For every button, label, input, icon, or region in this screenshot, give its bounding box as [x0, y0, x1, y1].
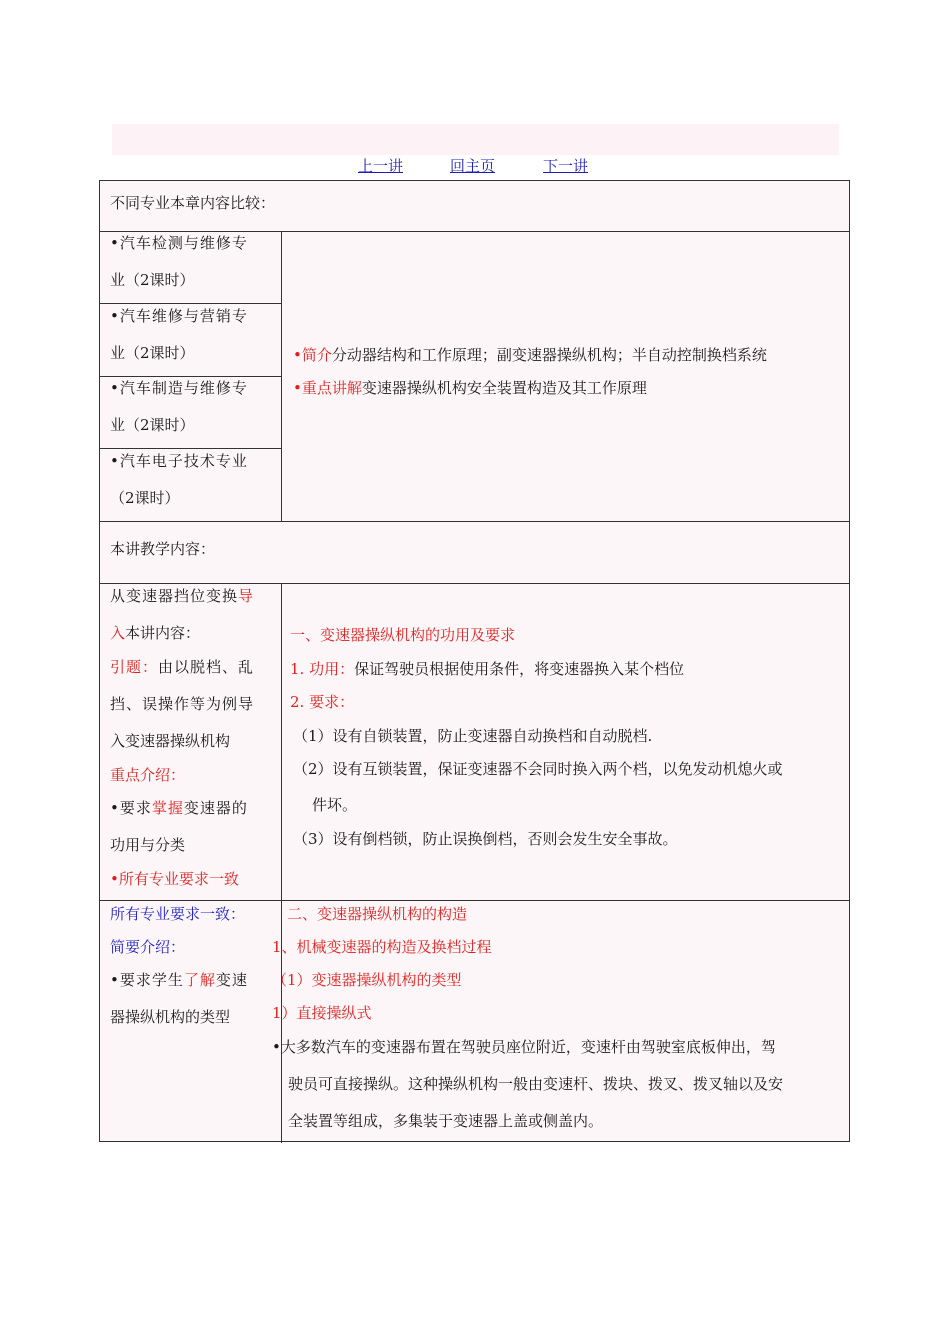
s4-heading-1: 二、变速器操纵机构的构造 — [287, 905, 468, 923]
content-intro-line: •简介分动器结构和工作原理；副变速器操纵机构；半自动控制换档系统 — [293, 346, 767, 364]
s3-left-line7: •要求掌握变速器的 — [110, 799, 248, 817]
s4-left-line4: 器操纵机构的类型 — [110, 1008, 231, 1026]
s3-function-line: 1. 功用：保证驾驶员根据使用条件，将变速器换入某个档位 — [290, 660, 685, 678]
major-3-line2: 业（2课时） — [110, 416, 195, 434]
column-divider — [281, 231, 282, 521]
s3-left-line6: 重点介绍： — [110, 766, 186, 784]
navigation-bar — [0, 155, 950, 177]
s3-left-line1: 从变速器挡位变换导 — [110, 587, 255, 605]
row-divider — [100, 900, 850, 901]
major-divider — [100, 376, 281, 377]
major-4-line2: （2课时） — [110, 489, 180, 507]
s3-left-line5: 入变速器操纵机构 — [110, 732, 231, 750]
row-divider — [100, 521, 850, 522]
s4-body-line3: 全装置等组成，多集装于变速器上盖或侧盖内。 — [288, 1112, 604, 1130]
s4-body-line2: 驶员可直接操纵。这种操纵机构一般由变速杆、拨块、拨叉、拨叉轴以及安 — [288, 1075, 784, 1093]
major-divider — [100, 303, 281, 304]
next-lecture-link[interactable]: 下一讲 — [543, 157, 589, 175]
lesson-table — [99, 180, 850, 1142]
s3-req-3: （3）设有倒档锁，防止误换倒档，否则会发生安全事故。 — [293, 830, 678, 848]
s4-left-line2: 简要介绍： — [110, 938, 186, 956]
column-divider — [281, 583, 282, 1143]
s4-heading-3: （1）变速器操纵机构的类型 — [272, 971, 462, 989]
row-divider — [100, 583, 850, 584]
home-link[interactable]: 回主页 — [450, 157, 496, 175]
s4-left-line3: •要求学生了解变速 — [110, 971, 248, 989]
s3-left-line4: 挡、误操作等为例导 — [110, 695, 255, 713]
major-3-line1: •汽车制造与维修专 — [110, 379, 248, 397]
major-2-line2: 业（2课时） — [110, 344, 195, 362]
s4-body-line1: •大多数汽车的变速器布置在驾驶员座位附近，变速杆由驾驶室底板伸出，驾 — [272, 1038, 776, 1056]
major-1-line1: •汽车检测与维修专 — [110, 234, 248, 252]
s3-req-2b: 件坏。 — [312, 796, 358, 814]
major-divider — [100, 448, 281, 449]
s4-left-line1: 所有专业要求一致： — [110, 905, 246, 923]
s3-left-line2: 入本讲内容： — [110, 624, 201, 642]
s3-right-title: 一、变速器操纵机构的功用及要求 — [290, 626, 516, 644]
header-banner — [112, 124, 839, 155]
section-header-comparison: 不同专业本章内容比较： — [110, 194, 276, 212]
s3-req-2a: （2）设有互锁装置，保证变速器不会同时换入两个档，以免发动机熄火或 — [293, 760, 783, 778]
major-1-line2: 业（2课时） — [110, 271, 195, 289]
major-4-line1: •汽车电子技术专业 — [110, 452, 248, 470]
section-header-teaching: 本讲教学内容： — [110, 540, 216, 558]
major-2-line1: •汽车维修与营销专 — [110, 307, 248, 325]
s3-requirement-label: 2. 要求： — [290, 693, 355, 711]
row-divider — [100, 231, 850, 232]
s3-left-line9: •所有专业要求一致 — [110, 870, 239, 888]
content-focus-line: •重点讲解变速器操纵机构安全装置构造及其工作原理 — [293, 379, 647, 397]
s4-heading-4: 1）直接操纵式 — [272, 1004, 372, 1022]
s3-left-line8: 功用与分类 — [110, 836, 186, 854]
s3-left-line3: 引题：由以脱档、乱 — [110, 658, 255, 676]
prev-lecture-link[interactable]: 上一讲 — [358, 157, 404, 175]
s4-heading-2: 1、机械变速器的构造及换档过程 — [272, 938, 492, 956]
s3-req-1: （1）设有自锁装置，防止变速器自动换档和自动脱档. — [293, 727, 653, 745]
